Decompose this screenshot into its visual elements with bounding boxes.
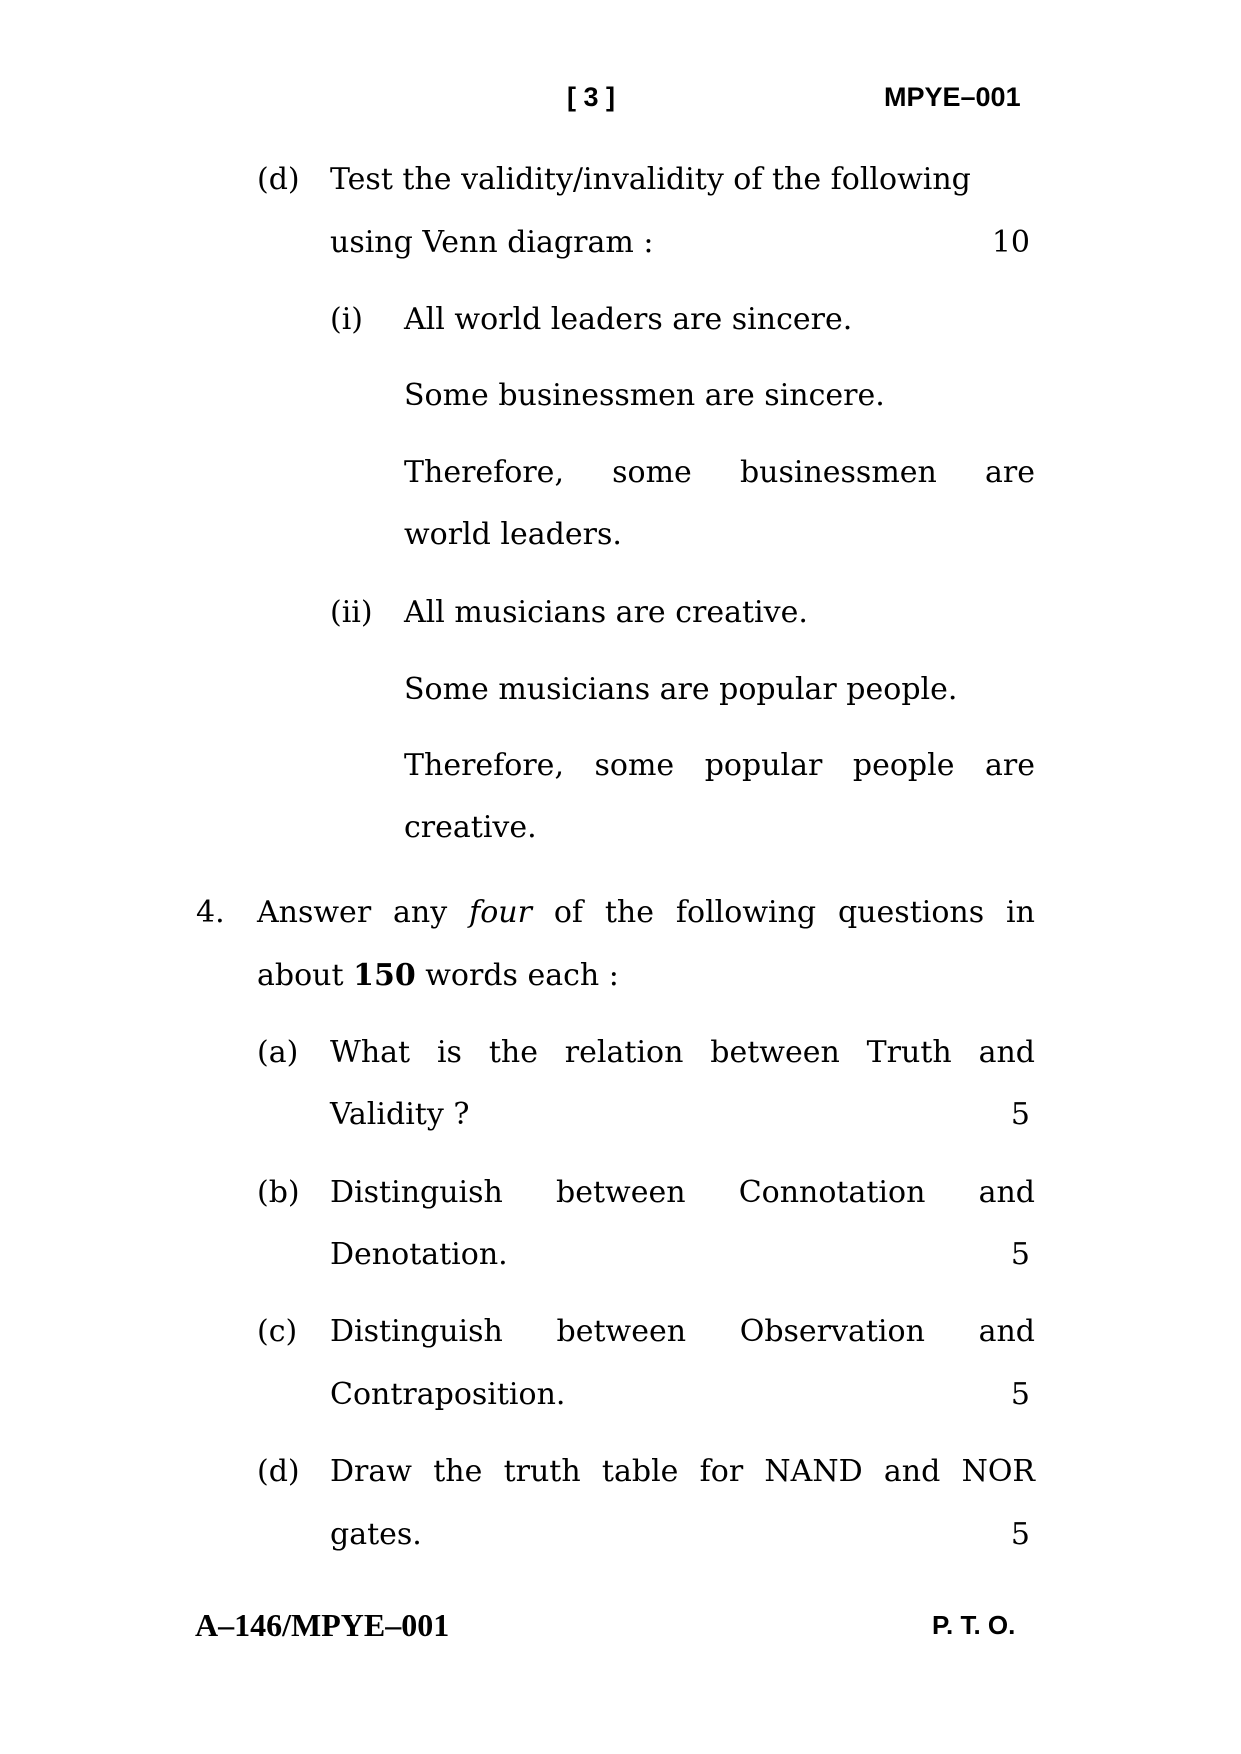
q3d-ii-label: (ii) bbox=[330, 595, 373, 630]
q3d-ii-conclusion-line2: creative. bbox=[404, 810, 537, 845]
q4-line1: Answer any four of the following questions in bbox=[257, 895, 1035, 930]
q3d-i-premise2: Some businessmen are sincere. bbox=[404, 378, 885, 413]
q4-line2: about 150 words each : bbox=[257, 958, 619, 993]
q4d-marks: 5 bbox=[1010, 1517, 1030, 1552]
footer-code: A–146/MPYE–001 bbox=[195, 1607, 450, 1643]
q4b-marks: 5 bbox=[1010, 1237, 1030, 1272]
q3d-marks: 10 bbox=[991, 225, 1030, 260]
q4d-line1: Draw the truth table for NAND and NOR bbox=[330, 1454, 1035, 1489]
q4b-label: (b) bbox=[257, 1175, 300, 1210]
q4a-line2: Validity ? bbox=[330, 1097, 470, 1132]
q3d-ii-premise1: All musicians are creative. bbox=[404, 595, 808, 630]
q4d-line2: gates. bbox=[330, 1517, 422, 1552]
q3d-i-label: (i) bbox=[330, 302, 364, 337]
q4-number: 4. bbox=[196, 895, 225, 930]
q3d-line2: using Venn diagram : bbox=[330, 225, 654, 260]
q3d-label: (d) bbox=[257, 162, 300, 197]
q4a-line1: What is the relation between Truth and bbox=[330, 1035, 1035, 1070]
q4a-marks: 5 bbox=[1010, 1097, 1030, 1132]
q4c-line1: Distinguish between Observation and bbox=[330, 1314, 1035, 1349]
q4b-line1: Distinguish between Connotation and bbox=[330, 1175, 1035, 1210]
q3d-i-conclusion-line2: world leaders. bbox=[404, 517, 622, 552]
paper-code: MPYE–001 bbox=[884, 82, 1021, 112]
q4b-line2: Denotation. bbox=[330, 1237, 508, 1272]
q3d-line1: Test the validity/invalidity of the following bbox=[330, 162, 971, 197]
q4c-marks: 5 bbox=[1010, 1377, 1030, 1412]
q4c-label: (c) bbox=[257, 1314, 298, 1349]
q3d-ii-premise2: Some musicians are popular people. bbox=[404, 672, 958, 707]
footer-pto: P. T. O. bbox=[932, 1610, 1016, 1640]
q4c-line2: Contraposition. bbox=[330, 1377, 566, 1412]
q4d-label: (d) bbox=[257, 1454, 300, 1489]
q4a-label: (a) bbox=[257, 1035, 299, 1070]
q3d-i-conclusion-line1: Therefore, some businessmen are bbox=[404, 455, 1035, 490]
q3d-ii-conclusion-line1: Therefore, some popular people are bbox=[404, 748, 1035, 783]
page-number: [ 3 ] bbox=[567, 82, 616, 112]
q3d-i-premise1: All world leaders are sincere. bbox=[404, 302, 853, 337]
